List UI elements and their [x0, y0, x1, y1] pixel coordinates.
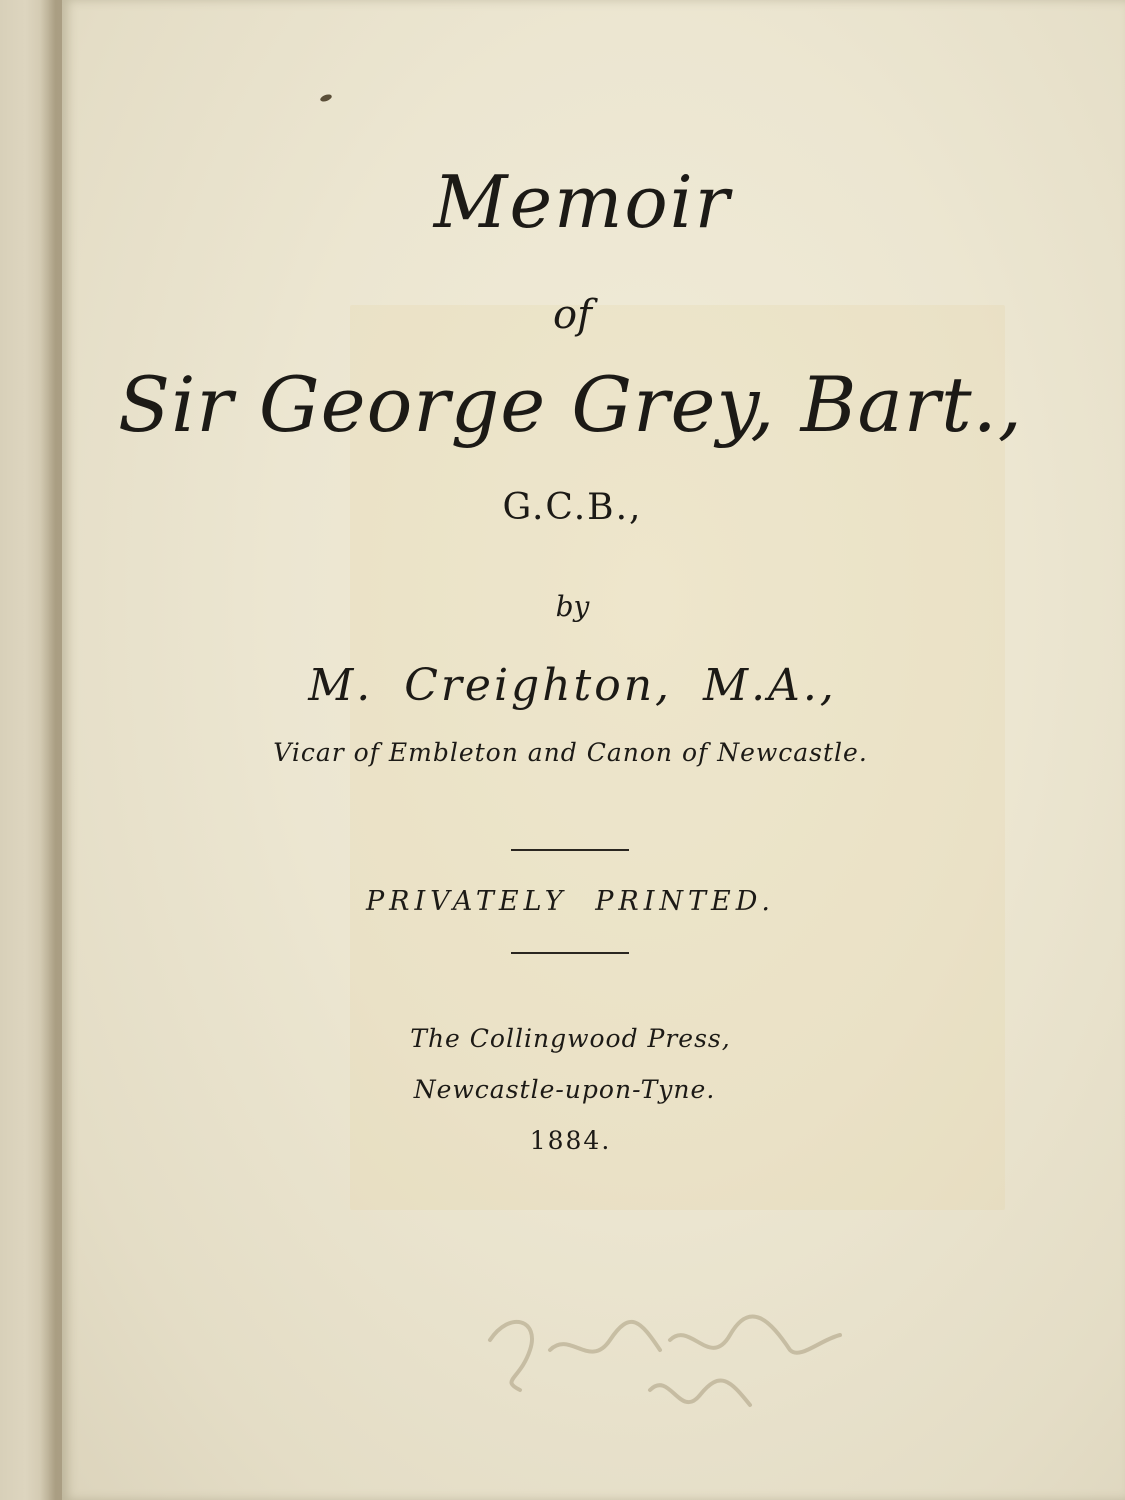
publisher-place: Newcastle-upon-Tyne. — [413, 1075, 716, 1104]
author-name: M. Creighton, M.A., — [308, 660, 837, 711]
publisher-name: The Collingwood Press, — [410, 1024, 731, 1053]
title-connector: of — [553, 292, 592, 338]
divider-rule-top — [511, 849, 629, 851]
book-title: Memoir — [433, 160, 732, 244]
subject-name: Sir George Grey, Bart., — [118, 360, 1023, 449]
divider-rule-bottom — [511, 952, 629, 954]
edition-note: PRIVATELY PRINTED. — [366, 886, 775, 917]
subject-honours: G.C.B., — [502, 487, 643, 528]
by-line: by — [555, 590, 590, 623]
publication-year: 1884. — [529, 1126, 612, 1155]
paper-speck — [319, 93, 332, 103]
author-position: Vicar of Embleton and Canon of Newcastle. — [273, 738, 868, 767]
faded-signature — [470, 1280, 890, 1440]
